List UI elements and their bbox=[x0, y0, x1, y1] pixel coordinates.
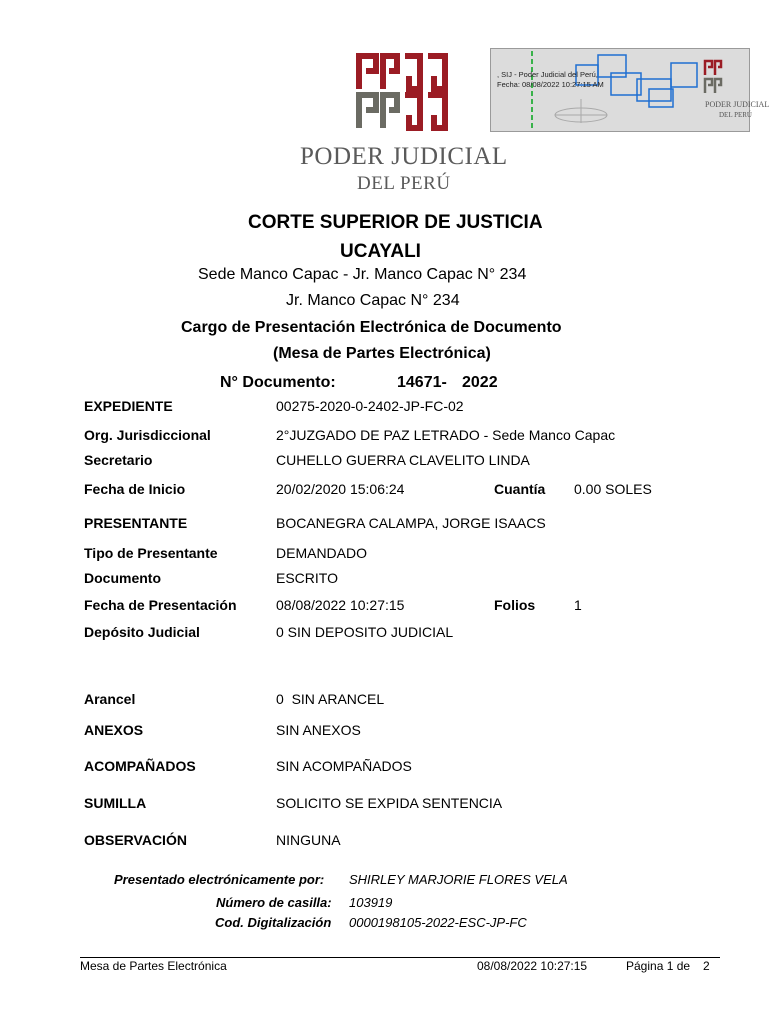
brand-country: DEL PERÚ bbox=[357, 173, 451, 194]
footer-page-total: 2 bbox=[703, 959, 710, 973]
cod-digitalizacion-value: 0000198105-2022-ESC-JP-FC bbox=[349, 915, 527, 930]
secretario-value: CUHELLO GUERRA CLAVELITO LINDA bbox=[276, 452, 530, 468]
document-year: 2022 bbox=[462, 374, 498, 391]
anexos-value: SIN ANEXOS bbox=[276, 722, 361, 738]
footer-page-label: Página 1 de bbox=[626, 959, 691, 973]
org-jurisdiccional-value: 2°JUZGADO DE PAZ LETRADO - Sede Manco Capac bbox=[276, 427, 616, 443]
poder-judicial-logo bbox=[356, 52, 448, 132]
sumilla-value: SOLICITO SE EXPIDA SENTENCIA bbox=[276, 795, 503, 811]
stamp-date-text: Fecha: 08/08/2022 10:27:15 AM bbox=[497, 80, 604, 89]
footer-datetime: 08/08/2022 10:27:15 bbox=[477, 959, 588, 973]
document-number: 14671- bbox=[397, 374, 447, 391]
footer-source: Mesa de Partes Electrónica bbox=[80, 959, 227, 973]
expediente-label: EXPEDIENTE bbox=[84, 398, 173, 414]
tipo-presentante-label: Tipo de Presentante bbox=[84, 545, 218, 561]
casilla-label: Número de casilla: bbox=[216, 895, 332, 910]
court-title: CORTE SUPERIOR DE JUSTICIA bbox=[248, 212, 543, 233]
fecha-inicio-label: Fecha de Inicio bbox=[84, 481, 186, 497]
court-address: Jr. Manco Capac N° 234 bbox=[286, 292, 460, 309]
documento-label: Documento bbox=[84, 570, 161, 586]
observacion-label: OBSERVACIÓN bbox=[84, 832, 187, 848]
secretario-label: Secretario bbox=[84, 452, 153, 468]
document-type-title: Cargo de Presentación Electrónica de Documento bbox=[181, 319, 562, 336]
footer-divider bbox=[80, 957, 720, 958]
court-region: UCAYALI bbox=[340, 241, 421, 262]
acompanados-value: SIN ACOMPAÑADOS bbox=[276, 758, 412, 774]
org-jurisdiccional-label: Org. Jurisdiccional bbox=[84, 427, 211, 443]
stamp-brand-name: PODER JUDICIAL bbox=[705, 100, 769, 109]
arancel-label: Arancel bbox=[84, 691, 136, 707]
document-number-label: N° Documento: bbox=[220, 374, 336, 391]
tipo-presentante-value: DEMANDADO bbox=[276, 545, 368, 561]
sumilla-label: SUMILLA bbox=[84, 795, 147, 811]
cod-digitalizacion-label: Cod. Digitalización bbox=[215, 915, 332, 930]
brand-name: PODER JUDICIAL bbox=[300, 143, 508, 170]
digital-signature-stamp bbox=[490, 48, 769, 132]
folios-value: 1 bbox=[574, 597, 582, 613]
stamp-signer-text: , SIJ - Poder Judicial del Perú, bbox=[497, 70, 598, 79]
deposito-label: Depósito Judicial bbox=[84, 624, 200, 640]
court-sede: Sede Manco Capac - Jr. Manco Capac N° 234 bbox=[198, 266, 527, 283]
stamp-brand-country: DEL PERÚ bbox=[719, 111, 752, 119]
deposito-value: 0 SIN DEPOSITO JUDICIAL bbox=[276, 624, 454, 640]
folios-label: Folios bbox=[494, 597, 536, 613]
casilla-value: 103919 bbox=[349, 895, 393, 910]
expediente-value: 00275-2020-0-2402-JP-FC-02 bbox=[276, 398, 464, 414]
presentado-por-value: SHIRLEY MARJORIE FLORES VELA bbox=[349, 872, 568, 887]
documento-value: ESCRITO bbox=[276, 570, 338, 586]
observacion-value: NINGUNA bbox=[276, 832, 341, 848]
presentante-value: BOCANEGRA CALAMPA, JORGE ISAACS bbox=[276, 515, 546, 531]
mesa-subtitle: (Mesa de Partes Electrónica) bbox=[273, 345, 491, 362]
arancel-value: 0 SIN ARANCEL bbox=[276, 691, 385, 707]
cuantia-value: 0.00 SOLES bbox=[574, 481, 652, 497]
fecha-presentacion-label: Fecha de Presentación bbox=[84, 597, 237, 613]
anexos-label: ANEXOS bbox=[84, 722, 144, 738]
presentante-label: PRESENTANTE bbox=[84, 515, 188, 531]
fecha-inicio-value: 20/02/2020 15:06:24 bbox=[276, 481, 405, 497]
cuantia-label: Cuantía bbox=[494, 481, 546, 497]
fecha-presentacion-value: 08/08/2022 10:27:15 bbox=[276, 597, 405, 613]
acompanados-label: ACOMPAÑADOS bbox=[84, 758, 196, 774]
signature-graphic bbox=[491, 49, 749, 131]
presentado-por-label: Presentado electrónicamente por: bbox=[114, 872, 325, 887]
